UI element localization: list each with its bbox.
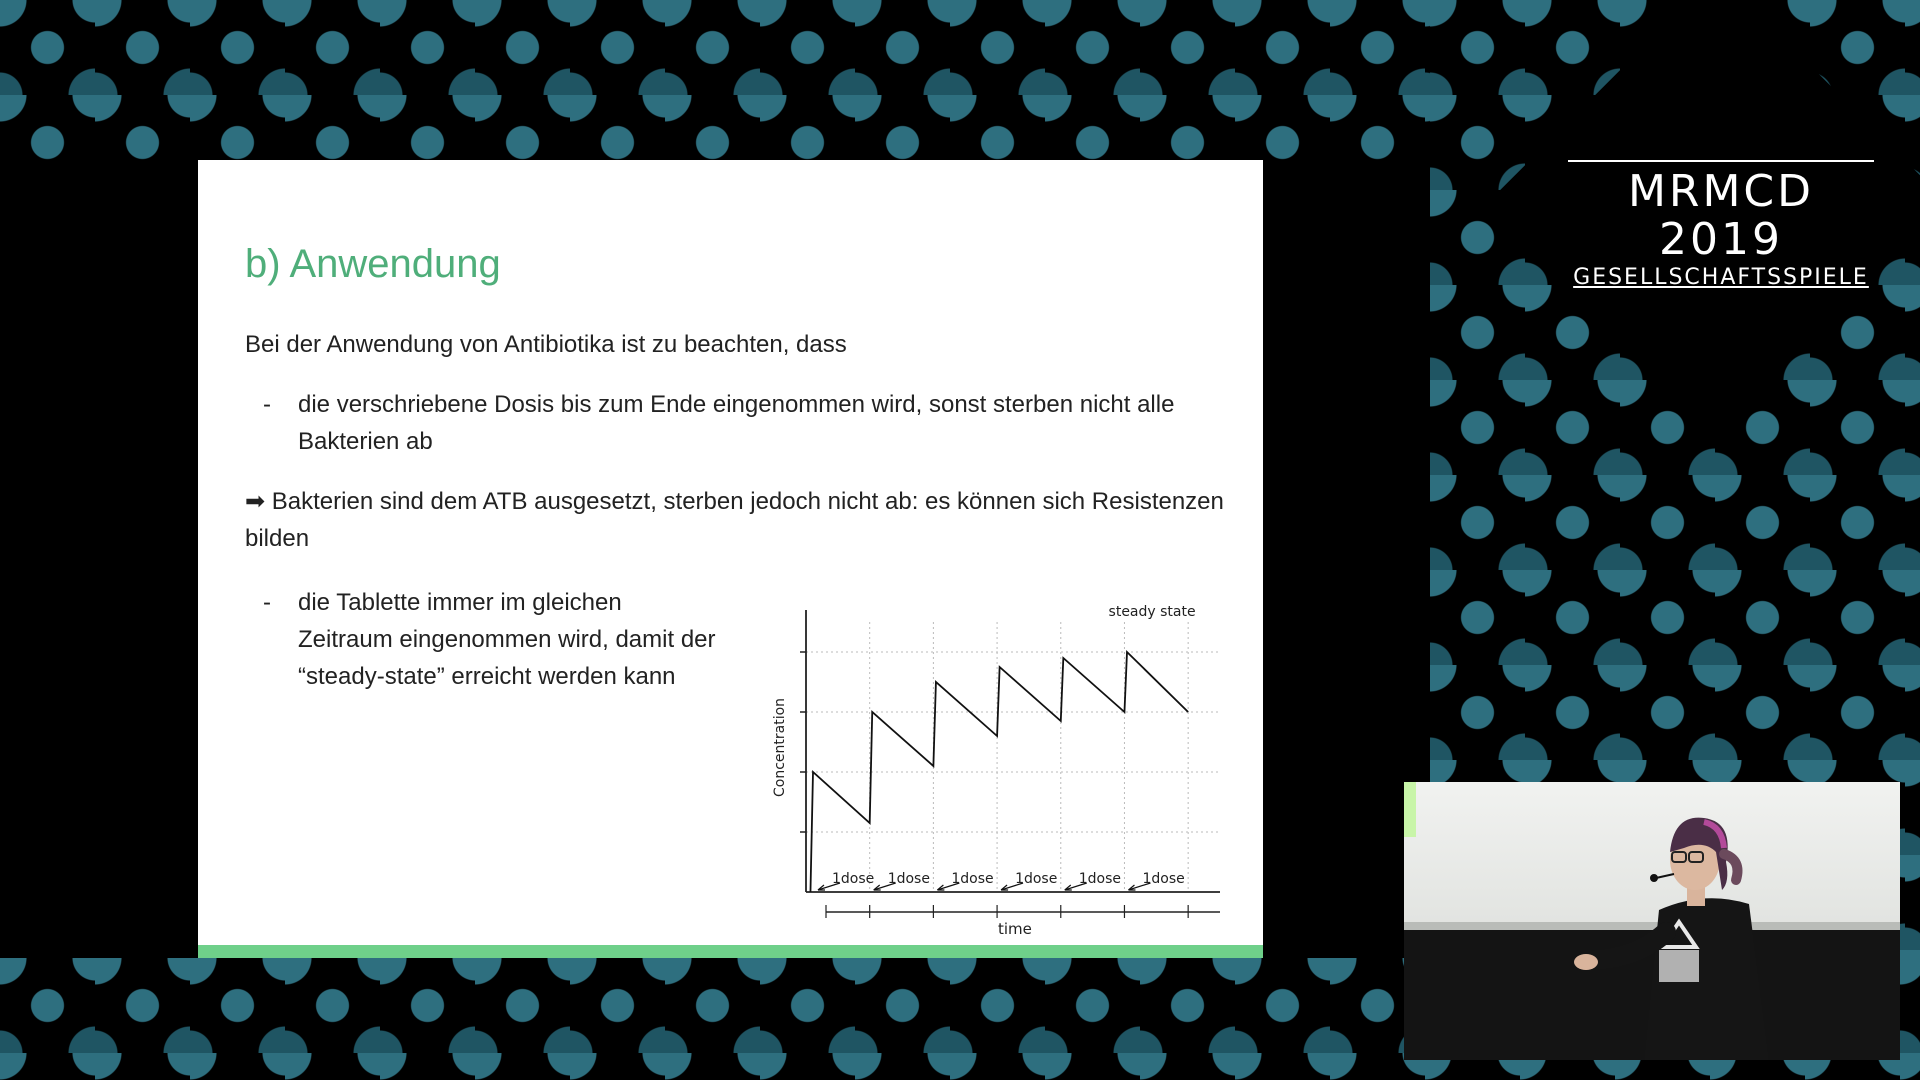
dose-label: 1dose [1015,871,1058,887]
slide-conclusion: ➡ Bakterien sind dem ATB ausgesetzt, sterben jedoch nicht ab: es können sich Resistenzen bilden [245,488,1224,552]
speaker-figure [1404,782,1900,1060]
bullet-marker: - [263,391,271,418]
steady-state-annotation: steady state [1108,604,1196,620]
dose-label: 1dose [832,871,875,887]
speaker-webcam [1404,782,1900,1060]
chart-labels [772,604,1196,938]
bullet-marker: - [263,589,271,616]
slide-bullet-dose: die verschriebene Dosis bis zum Ende eingenommen wird, sonst sterben nicht alle Bakterien ab [298,391,1175,455]
dose-label: 1dose [1078,871,1122,887]
y-axis-label: Concentration [772,697,788,797]
x-axis-label: time [998,920,1032,938]
dose-label: 1dose [1142,871,1185,887]
dose-label: 1dose [951,871,994,887]
logo-rule [1568,160,1874,162]
concentration-chart [758,600,1228,940]
event-subtitle: GESELLSCHAFTSSPIELE [1573,265,1869,290]
chart-grid [806,622,1220,892]
slide-bullet-timing: die Tablette immer im gleichen Zeitraum eingenommen wird, damit der “steady-state” erreicht werden kann [298,589,716,690]
slide-intro: Bei der Anwendung von Antibiotika ist zu beachten, dass [245,331,847,358]
slide-title: b) Anwendung [245,242,501,286]
presentation-slide [198,160,1263,958]
dose-label: 1dose [887,871,930,887]
event-title: MRMCD 2019 [1627,166,1815,265]
slide-accent-bar [198,945,1263,958]
event-logo [1568,160,1874,292]
